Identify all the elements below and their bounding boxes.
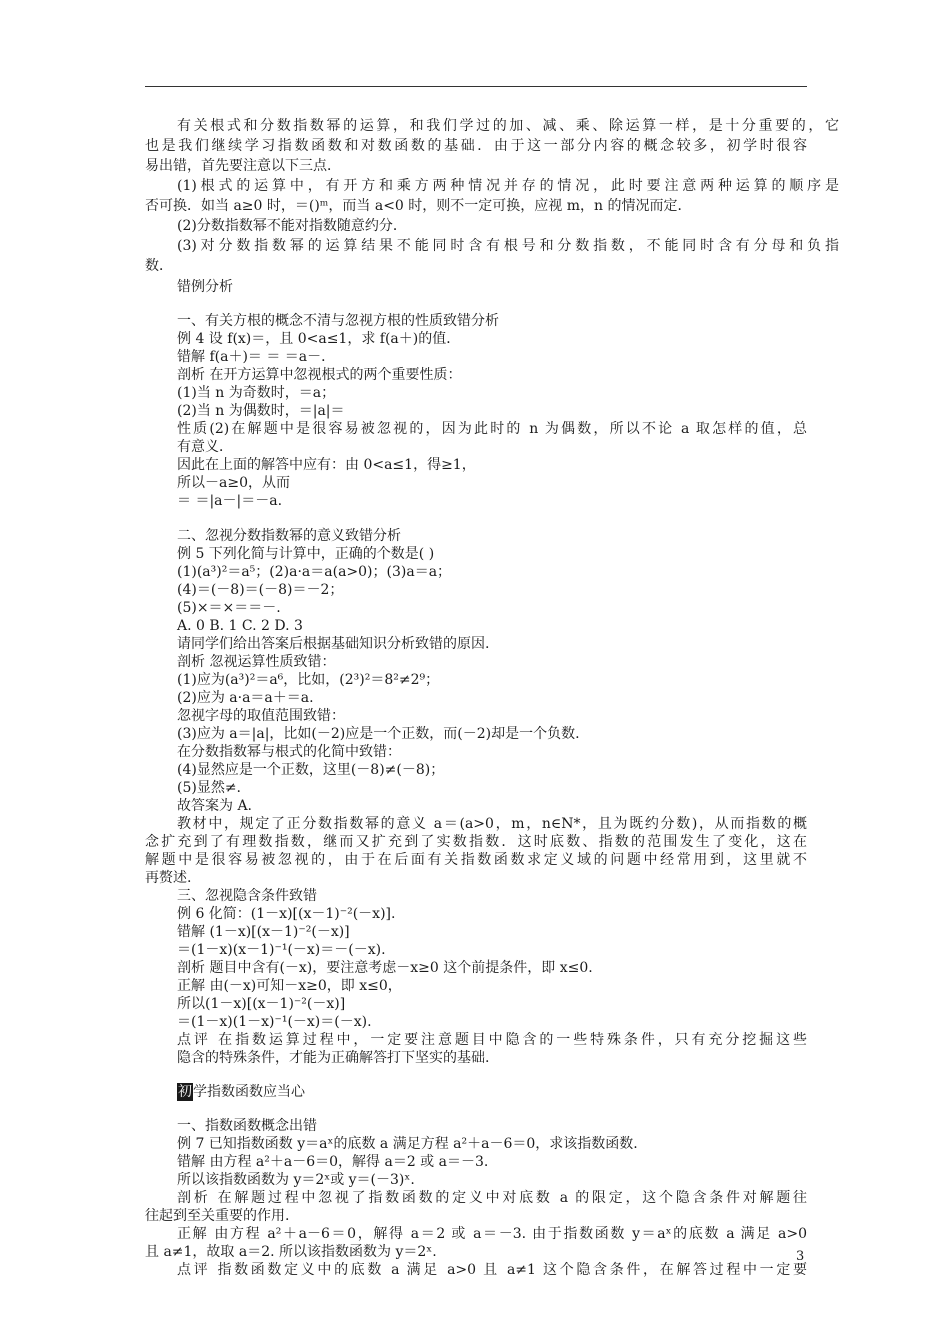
text-line: 教材中，规定了正分数指数幂的意义 a＝(a>0，m，n∈N*，且为既约分数)，从而指数的概 bbox=[177, 816, 807, 832]
section-marker: 初 bbox=[178, 1084, 192, 1100]
text-line: (3)应为 a＝|a|，比如(－2)应是一个正数，而(－2)却是一个负数. bbox=[177, 726, 580, 742]
text-line: (2)当 n 为偶数时，＝|a|＝ bbox=[177, 403, 345, 419]
text-line: 所以(1－x)[(x－1)⁻²(－x)] bbox=[177, 996, 346, 1012]
text-line: 点评 在指数运算过程中，一定要注意题目中隐含的一些特殊条件，只有充分挖掘这些 bbox=[177, 1032, 807, 1048]
text-line: 三、忽视隐含条件致错 bbox=[177, 888, 317, 904]
text-line: 剖析 忽视运算性质致错： bbox=[177, 654, 336, 670]
text-line: 错解 (1－x)[(x－1)⁻²(－x)] bbox=[177, 924, 350, 940]
text-line: 有意义． bbox=[177, 439, 233, 455]
text-line: 故答案为 A. bbox=[177, 798, 253, 814]
text-line: 数． bbox=[145, 258, 173, 274]
text-line: 错例分析 bbox=[177, 279, 233, 295]
text-line: 解题中是很容易被忽视的，由于在后面有关指数函数求定义域的问题中经常用到，这里就不 bbox=[145, 852, 807, 868]
text-line: 错解 由方程 a²＋a－6＝0，解得 a＝2 或 a＝－3. bbox=[177, 1154, 489, 1170]
page-number: 3 bbox=[796, 1249, 805, 1264]
text-line: 所以－a≥0，从而 bbox=[177, 475, 290, 491]
text-line: 否可换．如当 a≥0 时，＝()ᵐ，而当 a<0 时，则不一定可换，应视 m，n 的情况而定． bbox=[145, 198, 692, 214]
text-line: 例 6 化简：(1－x)[(x－1)⁻²(－x)]. bbox=[177, 906, 396, 922]
text-line: 性质(2)在解题中是很容易被忽视的，因为此时的 n 为偶数，所以不论 a 取怎样的值，总 bbox=[177, 421, 807, 437]
text-line: 一、有关方根的概念不清与忽视方根的性质致错分析 bbox=[177, 313, 499, 329]
text-line: 忽视字母的取值范围致错： bbox=[177, 708, 345, 724]
text-line: 隐含的特殊条件，才能为正确解答打下坚实的基础. bbox=[177, 1050, 490, 1066]
text-line: (4)显然应是一个正数，这里(－8)≠(－8)； bbox=[177, 762, 445, 778]
text-line: 往起到至关重要的作用. bbox=[145, 1208, 290, 1224]
text-line: ＝(1－x)(1－x)⁻¹(－x)＝(－x). bbox=[177, 1014, 372, 1030]
text-line: 错解 f(a＋)＝ ＝ ＝a－． bbox=[177, 349, 336, 365]
text-line: 例 5 下列化简与计算中，正确的个数是( ) bbox=[177, 546, 435, 562]
text-line: 剖析 在开方运算中忽视根式的两个重要性质： bbox=[177, 367, 462, 383]
text-line: (1)应为(a³)²＝a⁶，比如，(2³)²＝8²≠2⁹； bbox=[177, 672, 440, 688]
text-line: (4)＝(－8)＝(－8)＝－2； bbox=[177, 582, 344, 598]
header-rule bbox=[145, 86, 807, 87]
text-line: 请同学们给出答案后根据基础知识分析致错的原因. bbox=[177, 636, 490, 652]
text-line: 点评 指数函数定义中的底数 a 满足 a>0 且 a≠1 这个隐含条件，在解答过程中一定要 bbox=[177, 1262, 807, 1278]
text-line: 例 4 设 f(x)＝，且 0<a≤1，求 f(a＋)的值． bbox=[177, 331, 461, 347]
text-line: (5)显然≠. bbox=[177, 780, 242, 796]
text-line: (3)对分数指数幂的运算结果不能同时含有根号和分数指数，不能同时含有分母和负指 bbox=[177, 238, 839, 254]
text-line: 剖析 在解题过程中忽视了指数函数的定义中对底数 a 的限定，这个隐含条件对解题往 bbox=[177, 1190, 807, 1206]
text-line: 且 a≠1，故取 a＝2. 所以该指数函数为 y＝2ˣ. bbox=[145, 1244, 437, 1260]
text-line: 在分数指数幂与根式的化简中致错： bbox=[177, 744, 401, 760]
text-line: 剖析 题目中含有(－x)，要注意考虑－x≥0 这个前提条件，即 x≤0. bbox=[177, 960, 593, 976]
section-heading: 学指数函数应当心 bbox=[193, 1084, 305, 1100]
text-line: 易出错，首先要注意以下三点． bbox=[145, 158, 341, 174]
text-line: 也是我们继续学习指数函数和对数函数的基础．由于这一部分内容的概念较多，初学时很容 bbox=[145, 138, 807, 154]
text-line: 因此在上面的解答中应有：由 0<a≤1，得≥1， bbox=[177, 457, 476, 473]
text-line: 正解 由方程 a²＋a－6＝0，解得 a＝2 或 a＝－3. 由于指数函数 y＝aˣ的底数 a 满足 a>0 bbox=[177, 1226, 807, 1242]
text-line: A. 0 B. 1 C. 2 D. 3 bbox=[177, 618, 303, 634]
text-line: (2)分数指数幂不能对指数随意约分． bbox=[177, 218, 407, 234]
text-line: 有关根式和分数指数幂的运算，和我们学过的加、减、乘、除运算一样，是十分重要的，它 bbox=[177, 118, 839, 134]
text-line: (2)应为 a·a＝a＋＝a. bbox=[177, 690, 314, 706]
text-line: 例 7 已知指数函数 y＝aˣ的底数 a 满足方程 a²＋a－6＝0，求该指数函数. bbox=[177, 1136, 638, 1152]
text-line: ＝ ＝|a－|＝－a. bbox=[177, 493, 283, 509]
text-line: 再赘述. bbox=[145, 870, 192, 886]
text-line: 念扩充到了有理数指数，继而又扩充到了实数指数．这时底数、指数的范围发生了变化，这在 bbox=[145, 834, 807, 850]
text-line: 正解 由(－x)可知－x≥0，即 x≤0， bbox=[177, 978, 402, 994]
text-line: 二、忽视分数指数幂的意义致错分析 bbox=[177, 528, 401, 544]
text-line: 一、指数函数概念出错 bbox=[177, 1118, 317, 1134]
text-line bbox=[177, 1083, 305, 1101]
text-line: ＝(1－x)(x－1)⁻¹(－x)＝－(－x). bbox=[177, 942, 386, 958]
text-line: (1)(a³)²＝a⁵；(2)a·a＝a(a>0)；(3)a＝a； bbox=[177, 564, 452, 580]
text-line: (1)根式的运算中，有开方和乘方两种情况并存的情况，此时要注意两种运算的顺序是 bbox=[177, 178, 839, 194]
text-line: (5)×＝×＝＝－. bbox=[177, 600, 281, 616]
text-line: 所以该指数函数为 y＝2ˣ或 y＝(－3)ˣ. bbox=[177, 1172, 415, 1188]
text-line: (1)当 n 为奇数时，＝a； bbox=[177, 385, 336, 401]
